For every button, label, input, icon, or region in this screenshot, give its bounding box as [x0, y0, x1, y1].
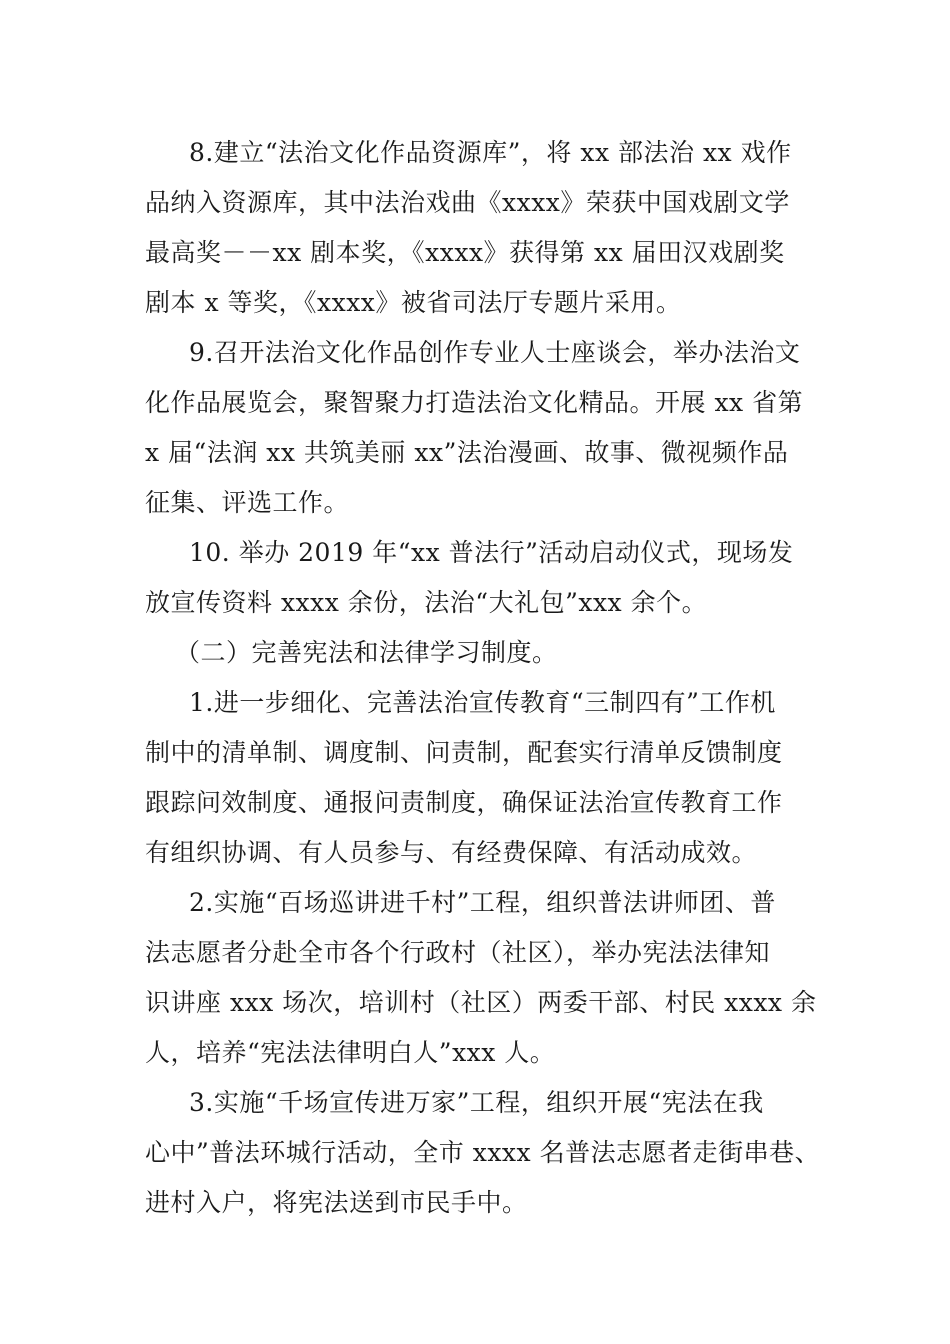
text-line: 品纳入资源库，其中法治戏曲《xxxx》荣获中国戏剧文学	[145, 188, 790, 217]
text-line: 3.实施“千场宣传进万家”工程，组织开展“宪法在我	[189, 1088, 764, 1117]
text-line: 放宣传资料 xxxx 余份，法治“大礼包”xxx 余个。	[145, 588, 708, 617]
paragraph-sub-item-1	[145, 678, 825, 878]
text-line: 剧本 x 等奖，《xxxx》被省司法厅专题片采用。	[145, 288, 682, 317]
text-line: 制中的清单制、调度制、问责制，配套实行清单反馈制度	[145, 738, 783, 767]
text-line: 1.进一步细化、完善法治宣传教育“三制四有”工作机	[189, 688, 776, 717]
section-heading-text: （二）完善宪法和法律学习制度。	[175, 638, 558, 667]
text-line: 10. 举办 2019 年“xx 普法行”活动启动仪式，现场发	[189, 538, 794, 567]
paragraph-item-8	[145, 128, 825, 328]
paragraph-item-9	[145, 328, 825, 528]
text-line: 化作品展览会，聚智聚力打造法治文化精品。开展 xx 省第	[145, 388, 804, 417]
text-line: 有组织协调、有人员参与、有经费保障、有活动成效。	[145, 838, 758, 867]
text-line: 法志愿者分赴全市各个行政村（社区），举办宪法法律知	[145, 938, 771, 967]
text-line: 征集、评选工作。	[145, 488, 350, 517]
text-line: 人，培养“宪法法律明白人”xxx 人。	[145, 1038, 556, 1067]
section-heading	[145, 628, 825, 678]
paragraph-sub-item-3	[145, 1078, 825, 1228]
paragraph-sub-item-2	[145, 878, 825, 1078]
text-line: 识讲座 xxx 场次，培训村（社区）两委干部、村民 xxxx 余	[145, 988, 817, 1017]
text-line: 9.召开法治文化作品创作专业人士座谈会，举办法治文	[189, 338, 801, 367]
text-line: x 届“法润 xx 共筑美丽 xx”法治漫画、故事、微视频作品	[145, 438, 789, 467]
text-line: 2.实施“百场巡讲进千村”工程，组织普法讲师团、普	[189, 888, 776, 917]
text-line: 进村入户，将宪法送到市民手中。	[145, 1188, 528, 1217]
paragraph-item-10	[145, 528, 825, 628]
text-line: 最高奖－－xx 剧本奖，《xxxx》获得第 xx 届田汉戏剧奖	[145, 238, 785, 267]
document-body	[145, 128, 825, 1228]
text-line: 跟踪问效制度、通报问责制度，确保证法治宣传教育工作	[145, 788, 783, 817]
text-line: 心中”普法环城行活动，全市 xxxx 名普法志愿者走街串巷、	[145, 1138, 821, 1167]
text-line: 8.建立“法治文化作品资源库”，将 xx 部法治 xx 戏作	[189, 138, 792, 167]
